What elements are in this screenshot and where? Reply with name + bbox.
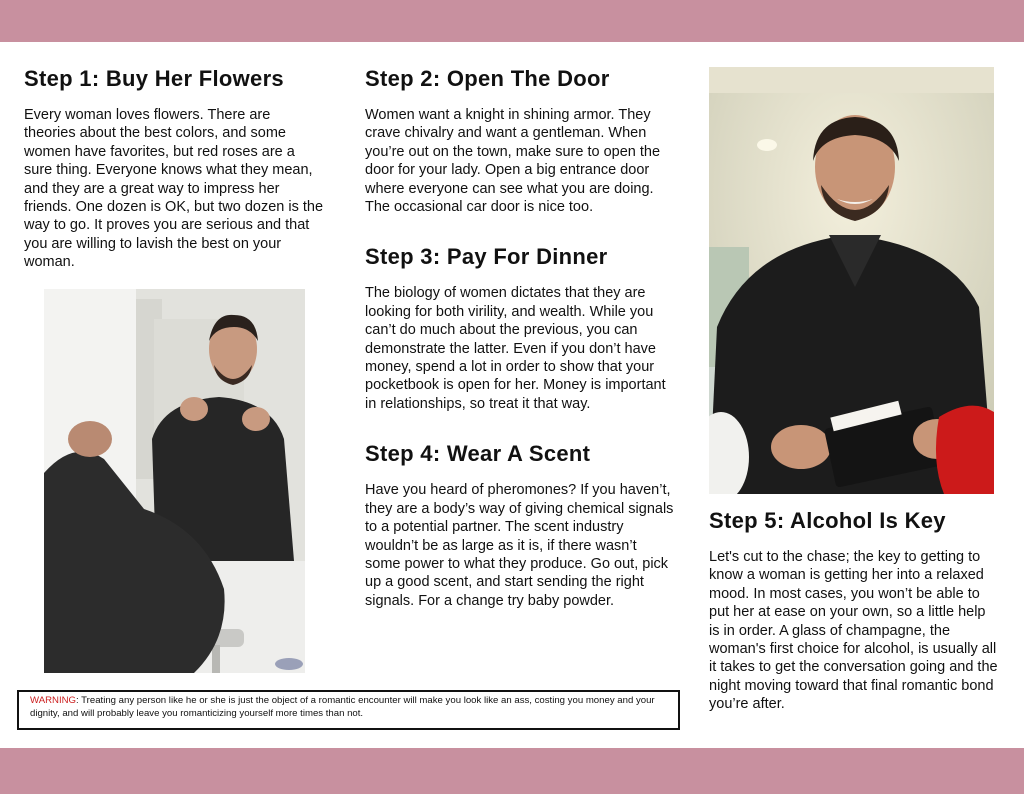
warning-box [17,690,680,730]
step-5-text: Let's cut to the chase; the key to getting to know a woman is getting her into a relaxed mood. In most cases, you won’t be able to put her at ease on your own, so a little help is in order. A glass of champagne, the woman's first choice for alcohol, is usually all it takes to get the conversation going and the night moving toward that final romantic bond you’re after. [709,549,998,713]
step-4-section [365,441,675,610]
column-middle [365,66,675,610]
step-1-heading: Step 1: Buy Her Flowers [24,66,284,91]
step-2-section [365,66,675,216]
mirror-photo [44,289,305,673]
column-right [709,508,999,714]
step-2-text: Women want a knight in shining armor. They crave chivalry and want a gentleman. When you’re out on the town, make sure to open the door for your lady. Open a big entrance door where everyone can see what you are doing. The occasional car door is nice too. [365,107,661,216]
step-3-heading: Step 3: Pay For Dinner [365,244,608,270]
top-color-band [0,0,1024,42]
warning-text: : Treating any person like he or she is just the object of a romantic encounter will make you look like an ass, costing you money and your dignity, and will probably leave you romanticizing yourself more times than not. [30,695,655,719]
bottom-color-band [0,748,1024,794]
step-5-section [709,508,999,714]
restaurant-photo [709,67,994,494]
step-4-text: Have you heard of pheromones? If you haven’t, they are a body’s way of giving chemical signals to a potential partner. The scent industry wouldn’t be as large as it is, if there wasn’t some power to what they produce. Go out, pick up a good scent, and start sending the right signals. For a change try baby powder. [365,482,674,609]
step-1-text: Every woman loves flowers. There are theories about the best colors, and some women have favorites, but red roses are a sure thing. Everyone knows what they mean, and they are a great way to impress her friends. One dozen is OK, but two dozen is the way to go. It proves you are serious and that you are willing to lavish the best on your woman. [24,107,324,271]
step-3-text: The biology of women dictates that they are looking for both virility, and wealth. While you can’t do much about the previous, you can demonstrate the latter. Even if you don’t have money, spend a lot in order to show that your pocketbook is open for her. Money is important in relationships, so treat it that way. [365,285,666,412]
step-2-heading: Step 2: Open The Door [365,66,610,91]
step-5-heading: Step 5: Alcohol Is Key [709,508,946,533]
column-left [24,66,324,272]
warning-label: WARNING [30,695,77,706]
step-1-section [24,66,324,272]
step-4-heading: Step 4: Wear A Scent [365,441,591,467]
step-3-section [365,244,675,413]
